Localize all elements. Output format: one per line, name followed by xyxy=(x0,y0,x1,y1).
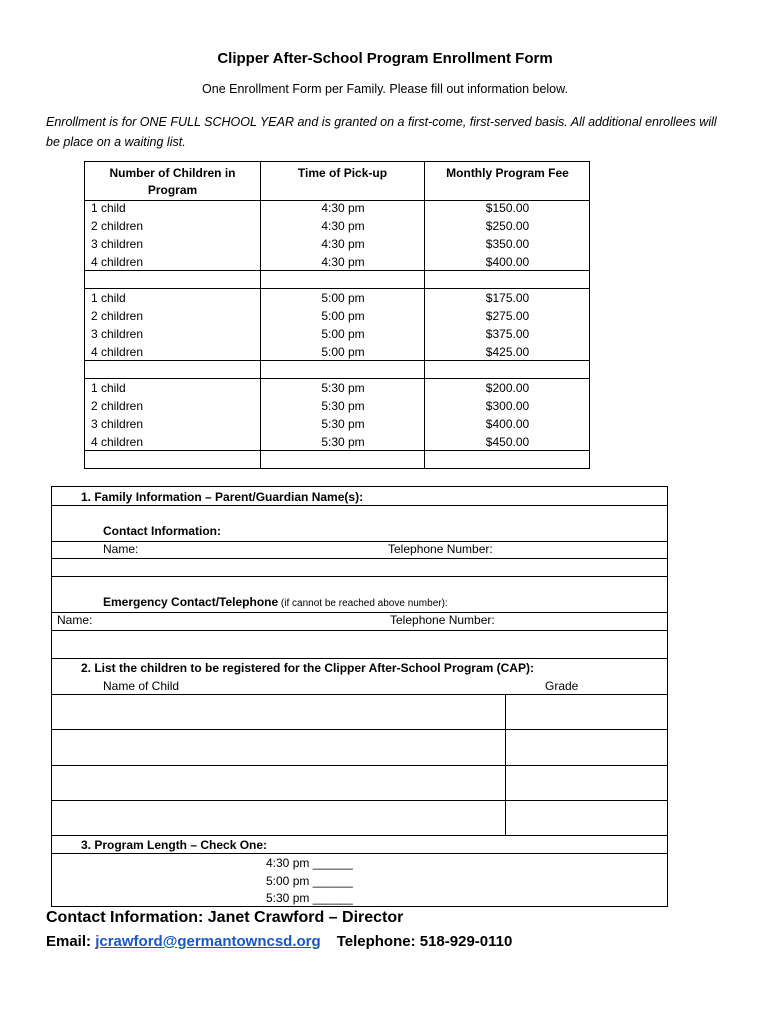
contact-line xyxy=(46,933,512,950)
form-divider xyxy=(52,630,667,631)
fee-table xyxy=(84,161,590,469)
form-divider xyxy=(52,658,667,659)
enrollment-form xyxy=(51,486,668,907)
email-label: Email: xyxy=(46,933,96,950)
contact-info-heading: Contact Information: xyxy=(103,524,221,538)
form-divider xyxy=(52,765,667,766)
cell-children: 1 child xyxy=(91,201,126,215)
emergency-phone-label: Telephone Number: xyxy=(390,613,495,627)
column-header-monthly-fee: Monthly Program Fee xyxy=(446,166,569,180)
enrollment-notice: Enrollment is for ONE FULL SCHOOL YEAR and is granted on a first-come, first-served basis. All additional enrollees will be place on a waiting list. xyxy=(46,115,717,149)
director-contact: Contact Information: Janet Crawford – Director xyxy=(46,909,404,926)
cell-children: 3 children xyxy=(91,327,144,341)
cell-fee: $150.00 xyxy=(485,201,530,215)
cell-fee: $175.00 xyxy=(485,291,530,305)
cell-pickup-time: 4:30 pm xyxy=(321,201,365,215)
email-link[interactable]: jcrawford@germantowncsd.org xyxy=(95,933,321,950)
contact-name-label: Name: xyxy=(103,542,139,556)
column-header-children: Number of Children in Program xyxy=(109,166,236,197)
program-option-530[interactable]: 5:30 pm ______ xyxy=(266,891,353,905)
cell-children: 2 children xyxy=(91,309,144,323)
cell-fee: $425.00 xyxy=(485,345,530,359)
grade-column-divider xyxy=(505,694,506,835)
cell-children: 2 children xyxy=(91,219,144,233)
cell-pickup-time: 5:30 pm xyxy=(321,417,365,431)
section-program-length-heading: 3. Program Length – Check One: xyxy=(81,838,268,852)
cell-fee: $450.00 xyxy=(485,435,530,449)
cell-pickup-time: 5:00 pm xyxy=(321,309,365,323)
form-divider xyxy=(52,835,667,836)
cell-pickup-time: 5:30 pm xyxy=(321,399,365,413)
form-divider xyxy=(52,558,667,559)
form-divider xyxy=(52,576,667,577)
cell-pickup-time: 5:00 pm xyxy=(321,327,365,341)
cell-pickup-time: 4:30 pm xyxy=(321,237,365,251)
column-header-pickup-time: Time of Pick-up xyxy=(297,166,388,180)
cell-fee: $200.00 xyxy=(485,381,530,395)
cell-fee: $250.00 xyxy=(485,219,530,233)
emergency-name-label: Name: xyxy=(57,613,93,627)
cell-children: 3 children xyxy=(91,417,144,431)
contact-phone-label: Telephone Number: xyxy=(388,542,493,556)
cell-pickup-time: 5:00 pm xyxy=(321,345,365,359)
cell-children: 4 children xyxy=(91,435,144,449)
cell-fee: $375.00 xyxy=(485,327,530,341)
cell-children: 2 children xyxy=(91,399,144,413)
form-divider xyxy=(52,541,667,542)
emergency-contact-note: (if cannot be reached above number): xyxy=(278,598,448,609)
section-family-info-heading: 1. Family Information – Parent/Guardian Name(s): xyxy=(81,490,364,504)
form-divider xyxy=(52,694,667,695)
form-divider xyxy=(52,505,667,506)
cell-children: 3 children xyxy=(91,237,144,251)
cell-fee: $275.00 xyxy=(485,309,530,323)
emergency-contact-title: Emergency Contact/Telephone xyxy=(103,595,279,609)
cell-fee: $400.00 xyxy=(485,417,530,431)
cell-fee: $300.00 xyxy=(485,399,530,413)
cell-children: 4 children xyxy=(91,255,144,269)
form-divider xyxy=(52,800,667,801)
form-divider xyxy=(52,853,667,854)
child-name-column-label: Name of Child xyxy=(103,679,180,693)
form-divider xyxy=(52,612,667,613)
emergency-contact-heading xyxy=(103,594,448,612)
form-divider xyxy=(52,729,667,730)
telephone-text: Telephone: 518-929-0110 xyxy=(336,933,513,950)
cell-pickup-time: 4:30 pm xyxy=(321,255,365,269)
grade-column-label: Grade xyxy=(545,679,579,693)
page-title: Clipper After-School Program Enrollment Form xyxy=(217,50,553,67)
cell-fee: $350.00 xyxy=(485,237,530,251)
cell-children: 1 child xyxy=(91,291,126,305)
section-children-heading: 2. List the children to be registered for the Clipper After-School Program (CAP): xyxy=(81,661,534,675)
cell-children: 1 child xyxy=(91,381,126,395)
cell-pickup-time: 5:00 pm xyxy=(321,291,365,305)
cell-children: 4 children xyxy=(91,345,144,359)
cell-pickup-time: 4:30 pm xyxy=(321,219,365,233)
page-subtitle: One Enrollment Form per Family. Please fill out information below. xyxy=(202,82,568,96)
cell-pickup-time: 5:30 pm xyxy=(321,381,365,395)
cell-pickup-time: 5:30 pm xyxy=(321,435,365,449)
program-option-430[interactable]: 4:30 pm ______ xyxy=(266,856,353,870)
cell-fee: $400.00 xyxy=(485,255,530,269)
program-option-500[interactable]: 5:00 pm ______ xyxy=(266,874,353,888)
